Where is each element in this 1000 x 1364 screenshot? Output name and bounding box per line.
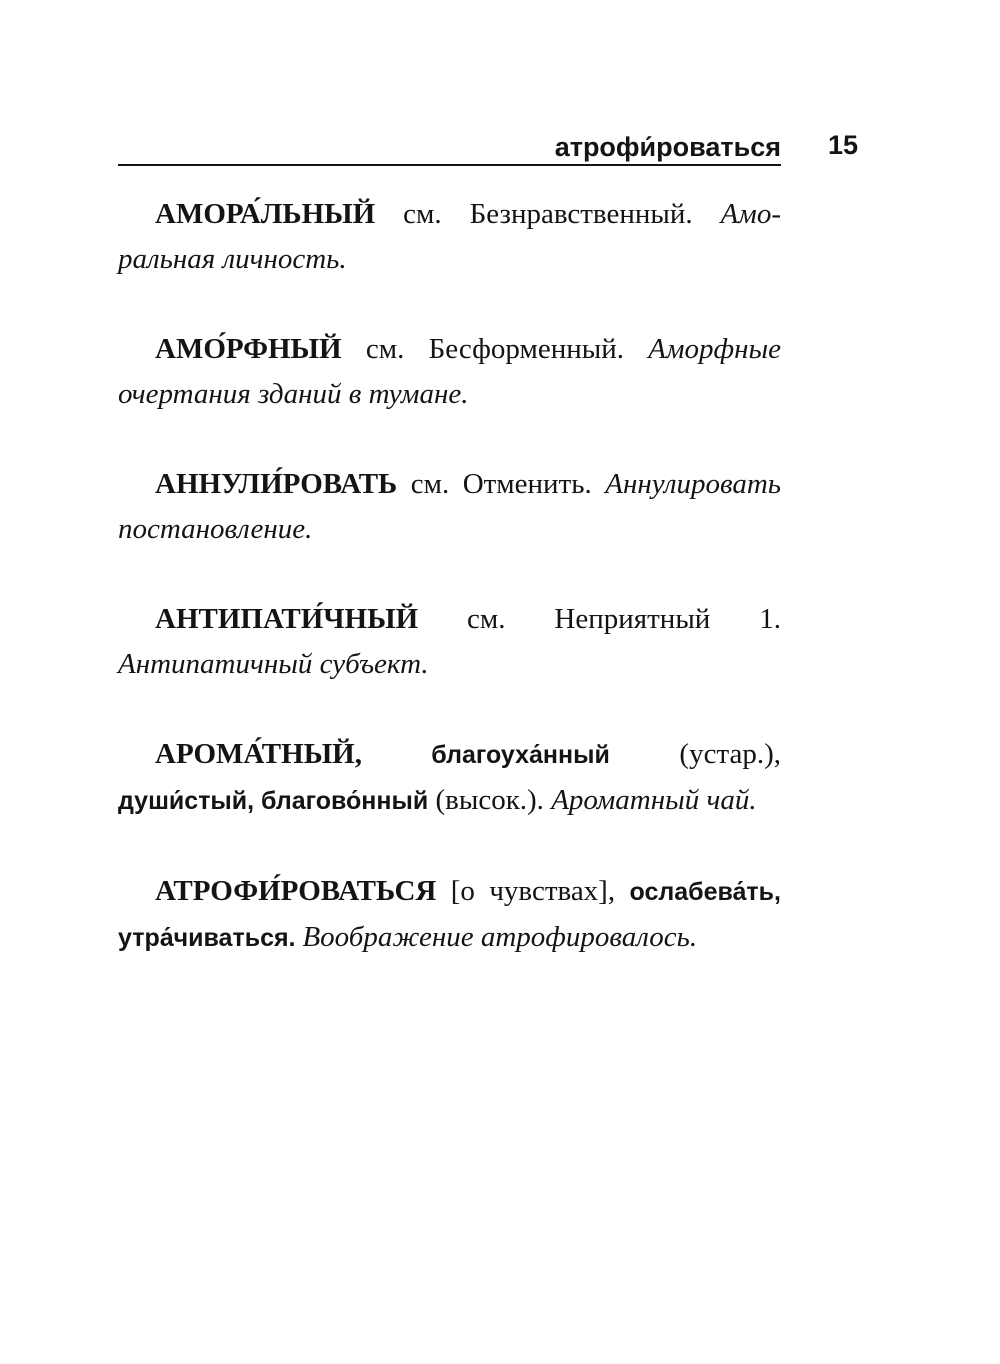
synonym: ослабева́ть, утра́чиваться. — [118, 878, 781, 952]
entry-antipatichny — [118, 597, 781, 687]
cross-reference: см. Отменить. — [397, 468, 606, 500]
usage-example: Антипатичный субъект. — [118, 648, 429, 680]
headword: АТРОФИ́РОВАТЬСЯ — [155, 875, 437, 907]
usage-note: (устар.), — [609, 738, 781, 770]
headword: АННУЛИ́РОВАТЬ — [155, 468, 398, 500]
running-head — [118, 124, 781, 166]
dictionary-entries — [118, 192, 781, 1006]
usage-note: (высок.). — [428, 784, 552, 816]
entry-annulirovat — [118, 462, 781, 552]
headword: АМОРА́ЛЬНЫЙ — [155, 198, 376, 230]
usage-example: Аморфные очертания зданий в тумане. — [118, 333, 781, 410]
cross-reference: см. Неприятный 1. — [418, 603, 781, 635]
cross-reference: см. Бесформенный. — [341, 333, 649, 365]
synonym: души́стый, благово́нный — [118, 787, 429, 815]
usage-example: Аморальная личность. — [118, 198, 781, 275]
entry-amoralny — [118, 192, 781, 282]
usage-example: Ароматный чай. — [551, 784, 757, 816]
headword: АМО́РФНЫЙ — [155, 333, 342, 365]
entry-aromatny — [118, 732, 781, 824]
usage-note: [о чувствах], — [436, 875, 630, 907]
synonym: благоуха́нный — [362, 741, 610, 769]
running-head-word: атрофи́роваться — [554, 132, 781, 162]
usage-example: Аннулировать постановление. — [118, 468, 781, 545]
entry-amorfny — [118, 327, 781, 417]
headword: АНТИПАТИ́ЧНЫЙ — [155, 603, 419, 635]
page-number: 15 — [828, 130, 859, 160]
entry-atrofirovatsya — [118, 869, 781, 961]
cross-reference: см. Безнравственный. — [375, 198, 721, 230]
headword: АРОМА́ТНЫЙ, — [155, 738, 362, 770]
usage-example: Воображение атрофировалось. — [302, 921, 698, 953]
